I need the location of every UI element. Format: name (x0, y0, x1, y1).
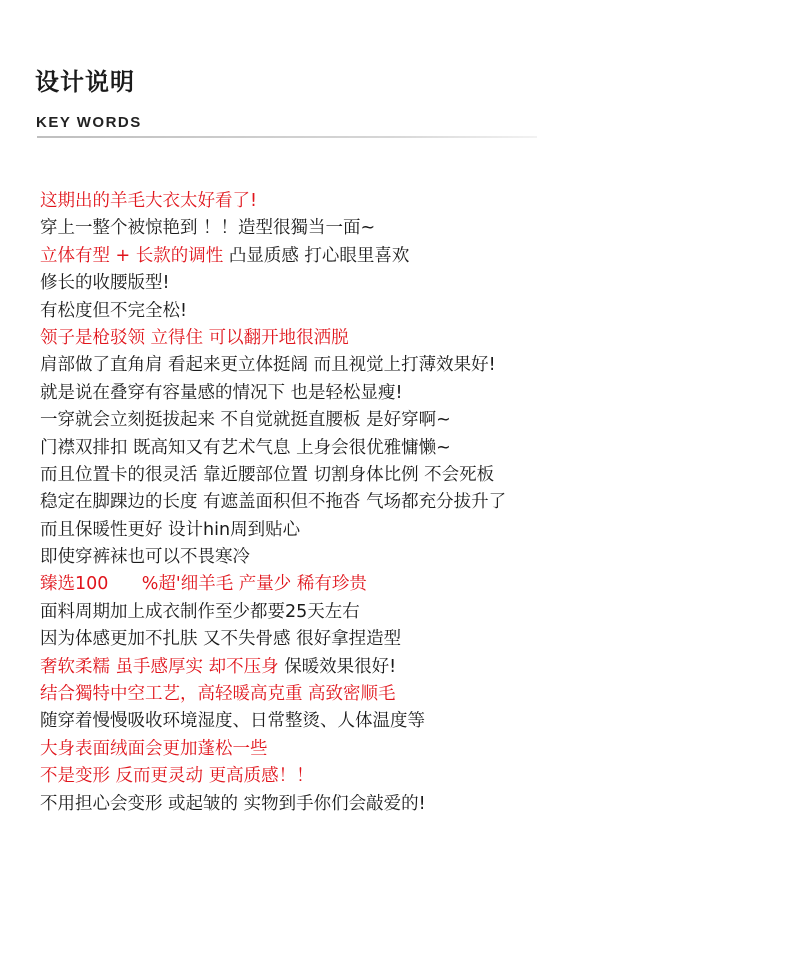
body-text: 而且保暖性更好 设计hin周到贴心 (40, 519, 301, 540)
text-line (40, 791, 780, 818)
text-line (40, 708, 780, 735)
body-text: 因为体感更加不扎肤 又不失骨感 很好拿捏造型 (40, 629, 402, 650)
text-line (40, 681, 780, 708)
text-line (40, 215, 780, 242)
text-line (40, 325, 780, 352)
body-text: 修长的收腰版型! (40, 273, 170, 294)
body-text: 不用担心会变形 或起皱的 实物到手你们会敲爱的! (40, 793, 426, 814)
highlight-text: 结合獨特中空工艺，高轻暖高克重 高致密顺毛 (40, 684, 396, 705)
body-text: 穿上一整个被惊艳到 ！！造型很獨当一面~ (40, 218, 376, 239)
text-line (40, 298, 780, 325)
highlight-text: 不是变形 反而更灵动 更高质感！！ (40, 766, 314, 787)
text-line (40, 626, 780, 653)
body-text: 门襟双排扣 既高知又有艺术气息 上身会很优雅慵懒~ (40, 437, 451, 458)
body-text: 稳定在脚踝边的长度 有遮盖面积但不拖沓 气场都充分拔升了 (40, 492, 507, 513)
text-line (40, 517, 780, 544)
body-text: 即使穿裤袜也可以不畏寒冷 (40, 547, 250, 568)
text-line (40, 763, 780, 790)
body-text: 而且位置卡的很灵活 靠近腰部位置 切割身体比例 不会死板 (40, 464, 495, 485)
body-text: 面料周期加上成衣制作至少都要25天左右 (40, 601, 360, 622)
text-line (40, 571, 780, 598)
text-line (40, 352, 780, 379)
text-line (40, 544, 780, 571)
highlight-text: 臻选100 %超'细羊毛 产量少 稀有珍贵 (40, 574, 367, 595)
body-text: 凸显质感 打心眼里喜欢 (228, 245, 410, 266)
section-subtitle: KEY WORDS (36, 114, 142, 131)
text-line (40, 599, 780, 626)
body-text: 肩部做了直角肩 看起来更立体挺阔 而且视觉上打薄效果好! (40, 355, 496, 376)
highlight-text: 奢软柔糯 虽手感厚实 却不压身 (40, 656, 285, 677)
text-line (40, 270, 780, 297)
highlight-text: 大身表面绒面会更加蓬松一些 (40, 738, 268, 759)
body-text: 就是说在叠穿有容量感的情况下 也是轻松显瘦! (40, 382, 403, 403)
text-line (40, 462, 780, 489)
description-text (40, 188, 780, 818)
body-text: 一穿就会立刻挺拔起来 不自觉就挺直腰板 是好穿啊~ (40, 410, 451, 431)
text-line (40, 435, 780, 462)
body-text: 有松度但不完全松! (40, 300, 188, 321)
text-line (40, 736, 780, 763)
text-line (40, 243, 780, 270)
divider (37, 136, 537, 138)
highlight-text: 立体有型 + 长款的调性 (40, 245, 229, 266)
page-title: 设计说明 (35, 68, 135, 96)
body-text: 保暖效果很好! (284, 656, 397, 677)
text-line (40, 654, 780, 681)
body-text: 随穿着慢慢吸收环境湿度、日常整烫、人体温度等 (40, 711, 425, 732)
text-line (40, 407, 780, 434)
text-line (40, 489, 780, 516)
text-line (40, 188, 780, 215)
highlight-text: 这期出的羊毛大衣太好看了! (40, 191, 258, 211)
highlight-text: 领子是枪驳领 立得住 可以翻开地很洒脱 (40, 327, 349, 348)
text-line (40, 380, 780, 407)
